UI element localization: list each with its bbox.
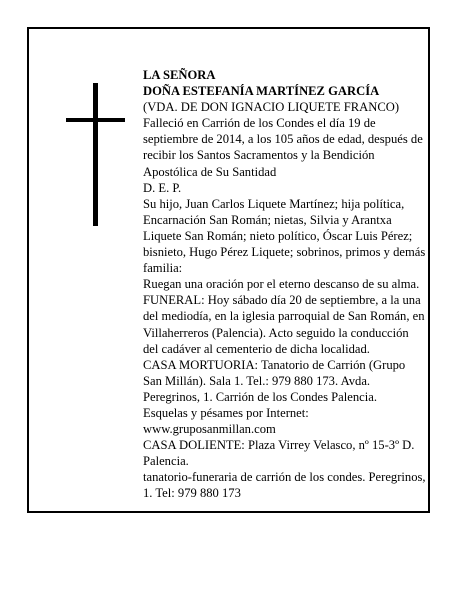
funeral-line-3: Villaherreros (Palencia). Acto seguido la conducción	[143, 325, 409, 340]
family-line-4: bisnieto, Hugo Pérez Liquete; sobrinos, primos y demás	[143, 245, 426, 260]
death-notice-line-1: Falleció en Carrión de los Condes el día 19 de	[143, 116, 376, 131]
family-line-3: Liquete San Román; nieto político, Óscar Luis Pérez;	[143, 228, 413, 243]
mortuary-line-1: CASA MORTUORIA: Tanatorio de Carrión (Grupo	[143, 357, 406, 372]
funeral-line-4: del cadáver al cementerio de dicha localidad.	[143, 341, 370, 356]
online-condolences-line: Esquelas y pésames por Internet:	[143, 405, 309, 420]
funeral-home-line-1: tanatorio-funeraria de carrión de los condes. Peregrinos,	[143, 470, 426, 485]
death-notice-line-2: septiembre de 2014, a los 105 años de edad, después de	[143, 132, 423, 147]
death-notice-line-4: Apostólica de Su Santidad	[143, 164, 277, 179]
prayer-request-line: Ruegan una oración por el eterno descanso de su alma.	[143, 277, 420, 292]
funeral-line-2: del mediodía, en la iglesia parroquial de San Román, en	[143, 309, 425, 324]
rip-line: D. E. P.	[143, 180, 182, 195]
death-notice-line-3: recibir los Santos Sacramentos y la Bendición	[143, 148, 375, 163]
mourning-home-line-2: Palencia.	[143, 454, 189, 469]
obituary-text	[143, 67, 455, 502]
mortuary-line-2: San Millán). Sala 1. Tel.: 979 880 173. Avda.	[143, 373, 371, 388]
website-link[interactable]: www.gruposanmillan.com	[143, 422, 276, 437]
cross-horizontal-bar	[66, 118, 125, 122]
deceased-name: DOÑA ESTEFANÍA MARTÍNEZ GARCÍA	[143, 84, 380, 99]
funeral-home-line-2: 1. Tel: 979 880 173	[143, 486, 241, 501]
heading-title: LA SEÑORA	[143, 68, 216, 82]
cross-vertical-bar	[93, 83, 98, 226]
widow-of-line: (VDA. DE DON IGNACIO LIQUETE FRANCO)	[143, 100, 400, 115]
family-line-1: Su hijo, Juan Carlos Liquete Martínez; hija política,	[143, 196, 405, 211]
family-line-2: Encarnación San Román; nietas, Silvia y Arantxa	[143, 212, 392, 227]
family-line-5: familia:	[143, 261, 183, 276]
mortuary-line-3: Peregrinos, 1. Carrión de los Condes Palencia.	[143, 389, 377, 404]
funeral-line-1: FUNERAL: Hoy sábado día 20 de septiembre, a la una	[143, 293, 421, 308]
mourning-home-line-1: CASA DOLIENTE: Plaza Virrey Velasco, nº 15-3º D.	[143, 438, 415, 453]
obituary-notice-frame	[27, 27, 430, 513]
